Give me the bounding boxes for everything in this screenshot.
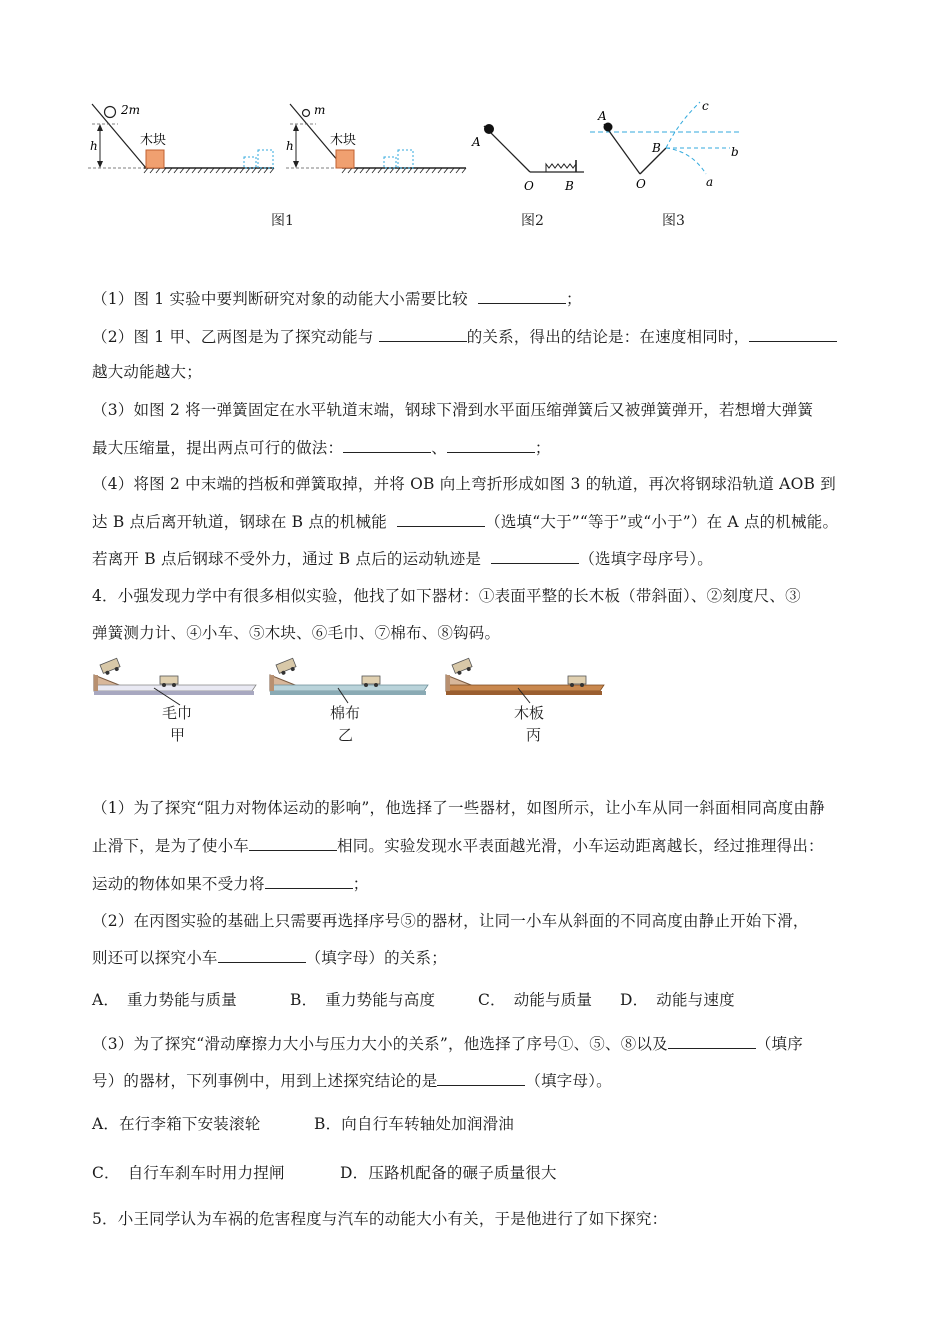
mass-label-m: m — [314, 103, 326, 117]
figure-3-caption: 图3 — [662, 213, 685, 229]
mass-label-2m: 2m — [121, 103, 141, 117]
ball-2m — [105, 107, 116, 118]
q4-intro-cont: 弹簧测力计、④小车、⑤木块、⑥毛巾、⑦棉布、⑧钩码。 — [92, 624, 501, 642]
option-c[interactable]: C． 动能与质量 — [478, 991, 593, 1009]
ramp-sub-bing: 丙 — [526, 726, 542, 744]
q4-part1-cont2: 运动的物体如果不受力将 ； — [92, 872, 882, 895]
point-B: B — [565, 179, 574, 193]
ball-m — [303, 110, 310, 117]
figure-2 — [468, 118, 588, 198]
answer-blank[interactable] — [397, 510, 485, 527]
path-b: b — [731, 145, 739, 159]
ramp-cotton — [270, 658, 428, 703]
point-A: A — [472, 135, 481, 149]
cart — [362, 676, 380, 684]
answer-blank[interactable] — [491, 547, 579, 564]
answer-blank[interactable] — [218, 946, 306, 963]
q3-part2: （2）图 1 甲、乙两图是为了探究动能与 的关系，得出的结论是：在速度相同时， — [92, 325, 882, 348]
answer-blank[interactable] — [478, 287, 566, 304]
path-a: a — [706, 175, 714, 189]
height-label: h — [90, 139, 98, 153]
point-A: A — [598, 109, 607, 123]
ramp-sub-yi: 乙 — [338, 726, 354, 744]
figure-1 — [88, 100, 478, 180]
wood-block — [336, 150, 354, 168]
q3-part4: （4）将图 2 中末端的挡板和弹簧取掉，并将 OB 向上弯折形成如图 3 的轨道，再次将钢球沿轨道 AOB 到 — [92, 475, 836, 493]
answer-blank[interactable] — [343, 436, 431, 453]
figure-1a — [88, 103, 274, 173]
figure-2-caption: 图2 — [521, 213, 544, 229]
ramp-label-cotton: 棉布 — [330, 704, 361, 722]
steel-ball — [484, 124, 494, 134]
ramp-sub-jia: 甲 — [170, 726, 186, 744]
q3-part4-cont: 达 B 点后离开轨道，钢球在 B 点的机械能 （选填“大于”“等于”或“小于”）在 A 点的机械能。 — [92, 510, 882, 533]
q4-intro: 4．小强发现力学中有很多相似实验，他找了如下器材：①表面平整的长木板（带斜面）、②刻度尺、③ — [92, 587, 801, 605]
q5-intro: 5．小王同学认为车祸的危害程度与汽车的动能大小有关，于是他进行了如下探究： — [92, 1210, 668, 1228]
answer-blank[interactable] — [265, 872, 353, 889]
cart — [160, 676, 178, 684]
answer-blank[interactable] — [749, 325, 837, 342]
q4-part2-options — [92, 989, 882, 1011]
point-O: O — [636, 177, 646, 191]
answer-blank[interactable] — [447, 436, 535, 453]
ramp-label-wood: 木板 — [514, 704, 545, 722]
q4-part1: （1）为了探究“阻力对物体运动的影响”，他选择了一些器材，如图所示，让小车从同一斜面相同高度由静 — [92, 799, 825, 817]
block-label: 木块 — [140, 133, 167, 148]
steel-ball — [604, 123, 613, 132]
answer-blank[interactable] — [249, 834, 337, 851]
block-label: 木块 — [330, 133, 357, 148]
ramp-wood — [446, 658, 604, 703]
q4-part1-cont: 止滑下，是为了使小车 相同。实验发现水平表面越光滑，小车运动距离越长，经过推理得出： — [92, 834, 882, 857]
option-b[interactable]: B． 重力势能与高度 — [290, 991, 436, 1009]
answer-blank[interactable] — [379, 325, 467, 342]
q4-part3-cont: 号）的器材，下列事例中，用到上述探究结论的是 （填字母）。 — [92, 1069, 882, 1092]
ramp-label-towel: 毛巾 — [162, 704, 193, 722]
q4-part3: （3）为了探究“滑动摩擦力大小与压力大小的关系”，他选择了序号①、⑤、⑧以及 （填序 — [92, 1032, 882, 1055]
q3-part2-cont: 越大动能越大； — [92, 363, 202, 381]
q3-part1: （1）图 1 实验中要判断研究对象的动能大小需要比较 ； — [92, 287, 882, 310]
wood-block — [146, 150, 164, 168]
option-d[interactable]: D． 动能与速度 — [620, 991, 735, 1009]
q4-part2: （2）在丙图实验的基础上只需要再选择序号⑤的器材，让同一小车从斜面的不同高度由静止开始下滑， — [92, 912, 809, 930]
option-d[interactable]: D．压路机配备的碾子质量很大 — [340, 1164, 557, 1182]
point-B: B — [652, 141, 661, 155]
q4-part3-options-row1 — [92, 1113, 882, 1135]
cart — [568, 676, 586, 684]
figure-3 — [590, 98, 750, 193]
q4-part2-cont: 则还可以探究小车 （填字母）的关系； — [92, 946, 882, 969]
q3-part3: （3）如图 2 将一弹簧固定在水平轨道末端，钢球下滑到水平面压缩弹簧后又被弹簧弹开，若想增大弹簧 — [92, 401, 814, 419]
path-c: c — [702, 99, 709, 113]
height-label: h — [286, 139, 294, 153]
point-O: O — [524, 179, 534, 193]
q3-part3-cont: 最大压缩量，提出两点可行的做法： 、 ； — [92, 436, 882, 459]
option-a[interactable]: A．在行李箱下安装滚轮 — [92, 1115, 261, 1133]
option-c[interactable]: C． 自行车刹车时用力捏闸 — [92, 1164, 285, 1182]
option-a[interactable]: A． 重力势能与质量 — [92, 991, 237, 1009]
figure-1-caption: 图1 — [271, 213, 294, 229]
q4-part3-options-row2 — [92, 1162, 882, 1184]
option-b[interactable]: B．向自行车转轴处加润滑油 — [314, 1115, 514, 1133]
q3-part4-cont2: 若离开 B 点后钢球不受外力，通过 B 点后的运动轨迹是 （选填字母序号）。 — [92, 547, 882, 570]
ramp-towel — [94, 658, 256, 705]
figure-1b — [286, 103, 466, 173]
answer-blank[interactable] — [668, 1032, 756, 1049]
answer-blank[interactable] — [437, 1069, 525, 1086]
